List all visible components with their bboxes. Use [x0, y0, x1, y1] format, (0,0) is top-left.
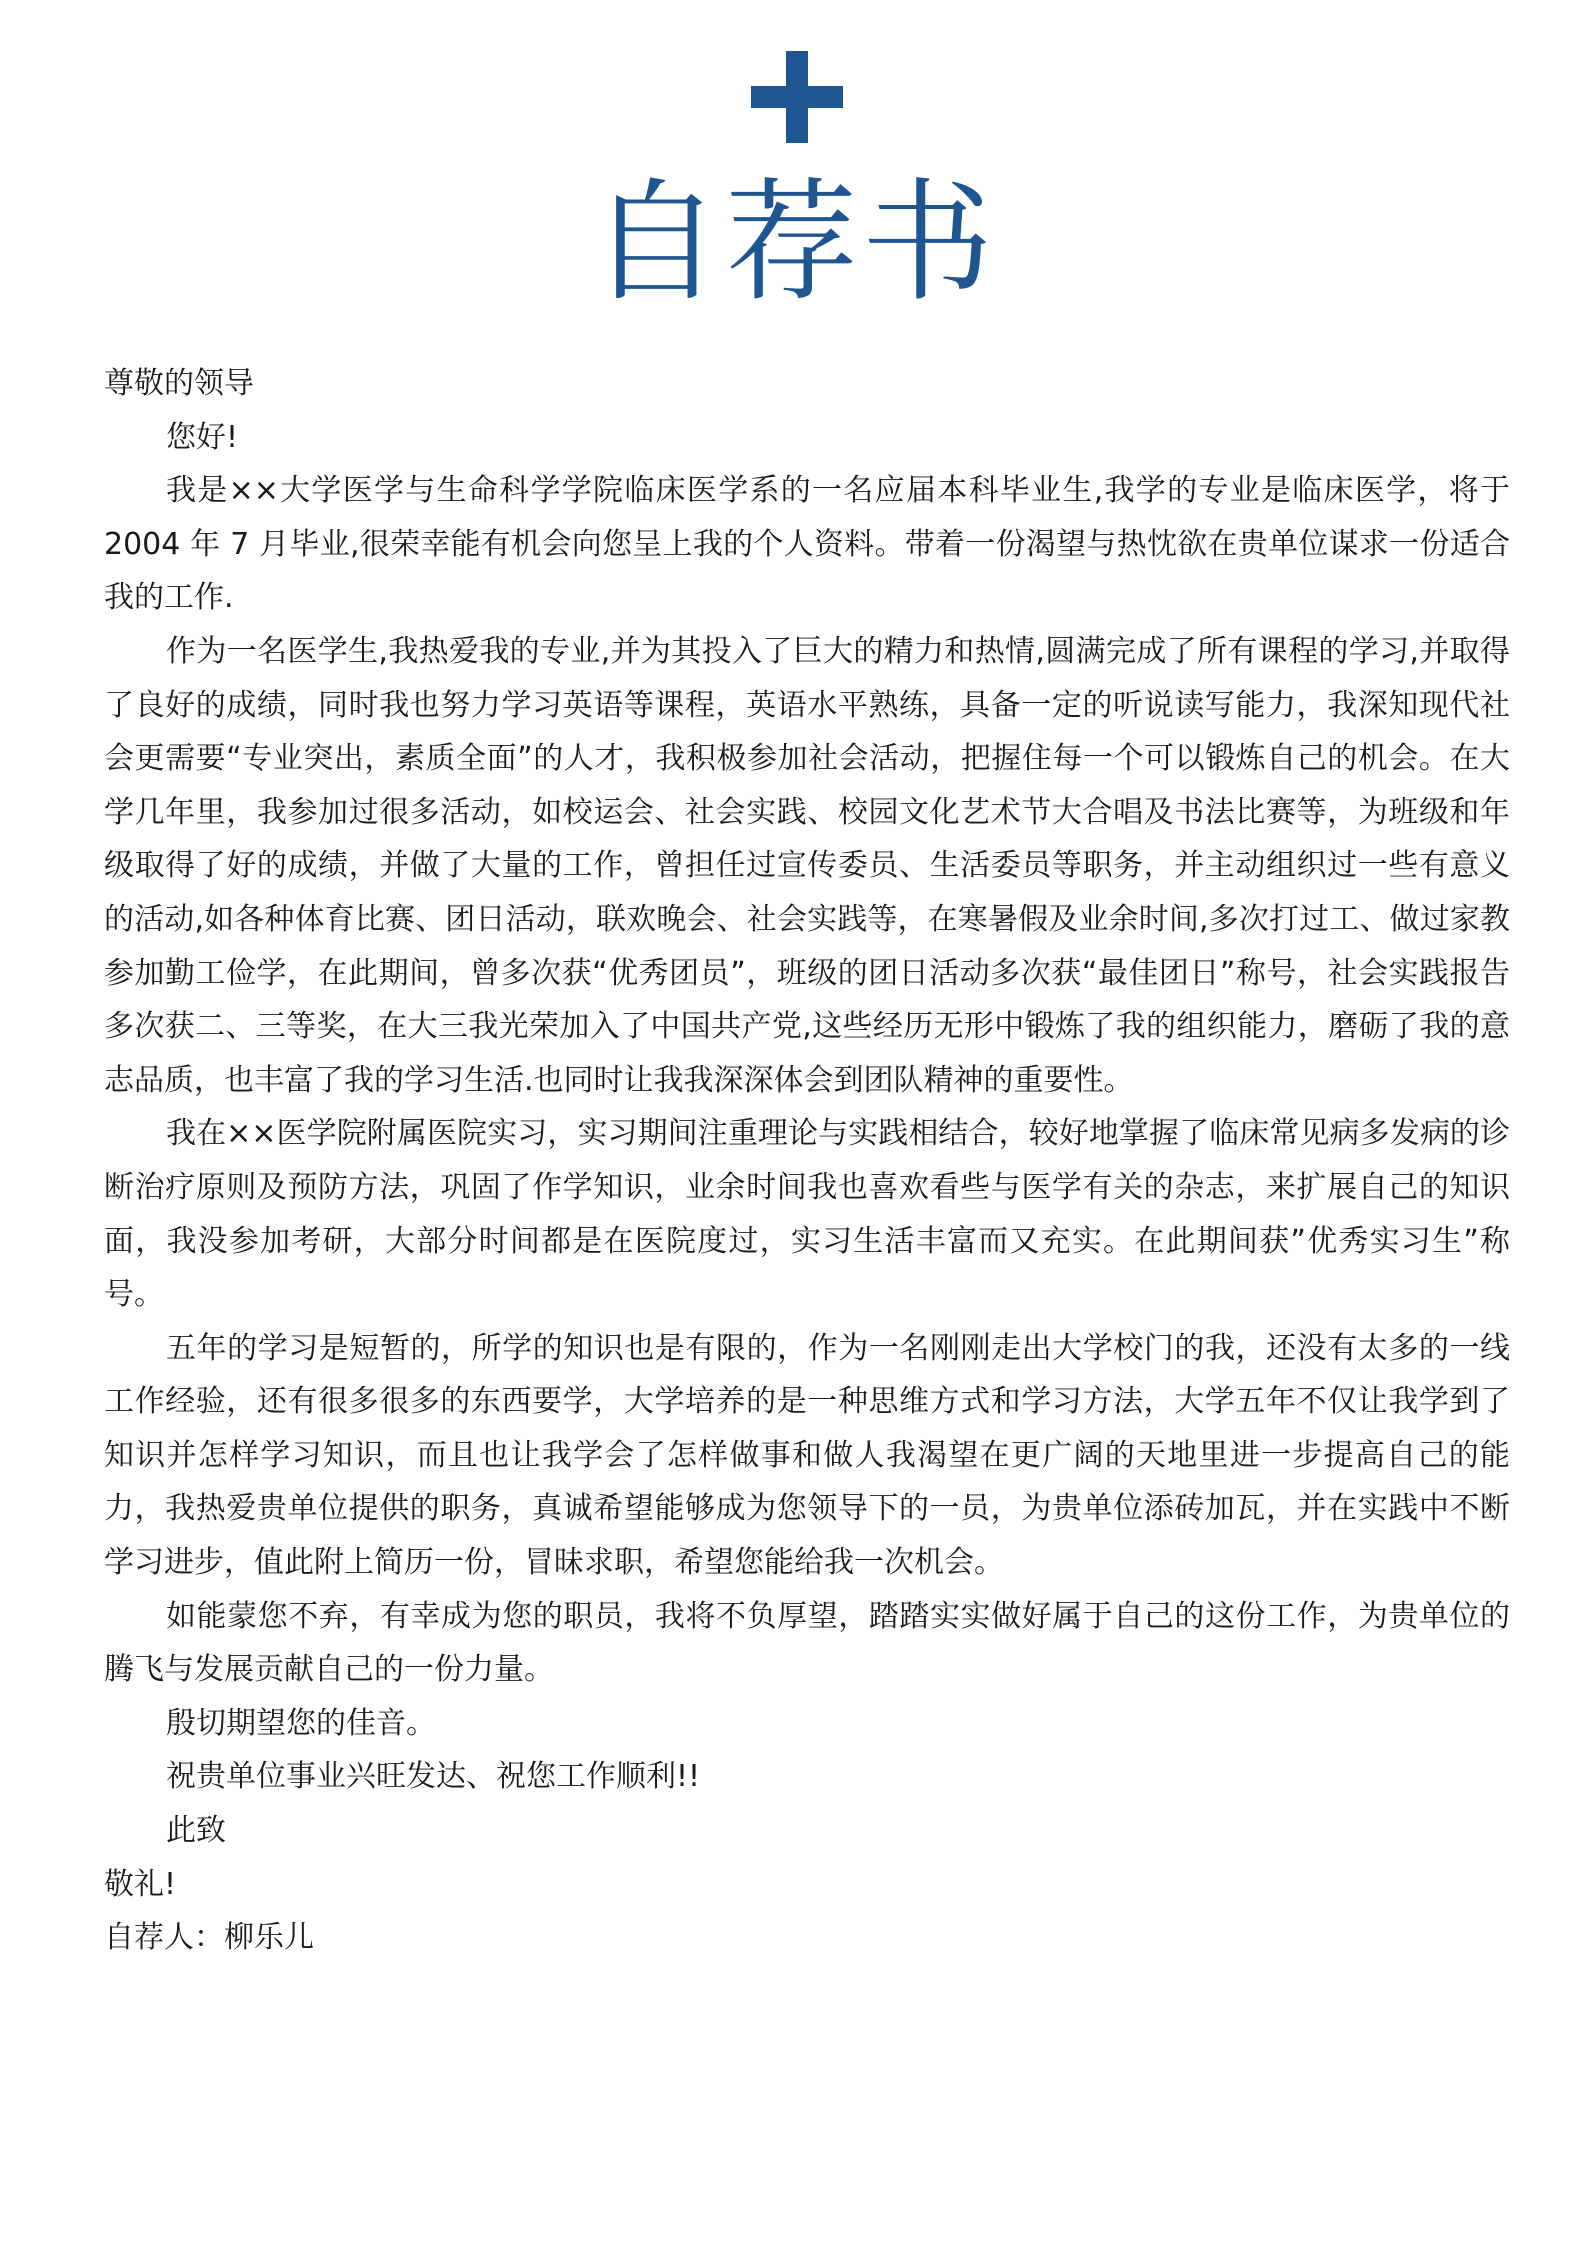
paragraph-summary: 五年的学习是短暂的，所学的知识也是有限的，作为一名刚刚走出大学校门的我，还没有太多的一线工作经验，还有很多很多的东西要学，大学培养的是一种思维方式和学习方法，大学五年不仅让我学到了知识并怎样学习知识，而且也让我学会了怎样做事和做人我渴望在更广阔的天地里进一步提高自己的能力，我热爱贵单位提供的职务，真诚希望能够成为您领导下的一员，为贵单位添砖加瓦，并在实践中不断学习进步，值此附上简历一份，冒昧求职，希望您能给我一次机会。	[104, 1330, 1510, 1581]
paragraph-internship: 我在××医学院附属医院实习，实习期间注重理论与实践相结合，较好地掌握了临床常见病多发病的诊断治疗原则及预防方法，巩固了作学知识，业余时间我也喜欢看些与医学有关的杂志，来扩展自己的知识面，我没参加考研，大部分时间都是在医院度过，实习生活丰富而又充实。在此期间获”优秀实习生”称号。	[104, 1116, 1510, 1313]
paragraph-intro: 我是××大学医学与生命科学学院临床医学系的一名应届本科毕业生,我学的专业是临床医学，将于 2004 年 7 月毕业,很荣幸能有机会向您呈上我的个人资料。带着一份渴望与热忱欲在贵单位谋求一份适合我的工作.	[104, 473, 1510, 616]
paragraph-study: 作为一名医学生,我热爱我的专业,并为其投入了巨大的精力和热情,圆满完成了所有课程的学习,并取得了良好的成绩，同时我也努力学习英语等课程，英语水平熟练，具备一定的听说读写能力，我深知现代社会更需要“专业突出，素质全面”的人才，我积极参加社会活动，把握住每一个可以锻炼自己的机会。在大学几年里，我参加过很多活动，如校运会、社会实践、校园文化艺术节大合唱及书法比赛等，为班级和年级取得了好的成绩，并做了大量的工作，曾担任过宣传委员、生活委员等职务，并主动组织过一些有意义的活动,如各种体育比赛、团日活动，联欢晚会、社会实践等，在寒暑假及业余时间,多次打过工、做过家教参加勤工俭学，在此期间，曾多次获“优秀团员”，班级的团日活动多次获“最佳团日”称号，社会实践报告多次获二、三等奖，在大三我光荣加入了中国共产党,这些经历无形中锻炼了我的组织能力，磨砺了我的意志品质，也丰富了我的学习生活.也同时让我我深深体会到团队精神的重要性。	[104, 633, 1510, 1098]
paragraph-expectation: 殷切期望您的佳音。	[166, 1705, 436, 1741]
cross-icon	[751, 51, 843, 143]
closing: 敬礼!	[104, 1866, 177, 1902]
page-title: 自荐书	[589, 166, 998, 320]
paragraph-cizhi: 此致	[166, 1813, 226, 1849]
signature: 自荐人：柳乐儿	[104, 1920, 314, 1956]
paragraph-request: 如能蒙您不弃，有幸成为您的职员，我将不负厚望，踏踏实实做好属于自己的这份工作，为贵单位的腾飞与发展贡献自己的一份力量。	[104, 1598, 1510, 1688]
paragraph-wishes: 祝贵单位事业兴旺发达、祝您工作顺利!!	[166, 1759, 701, 1795]
greeting: 您好!	[166, 419, 239, 455]
salutation: 尊敬的领导	[104, 366, 254, 401]
letter-body	[104, 357, 1510, 1965]
